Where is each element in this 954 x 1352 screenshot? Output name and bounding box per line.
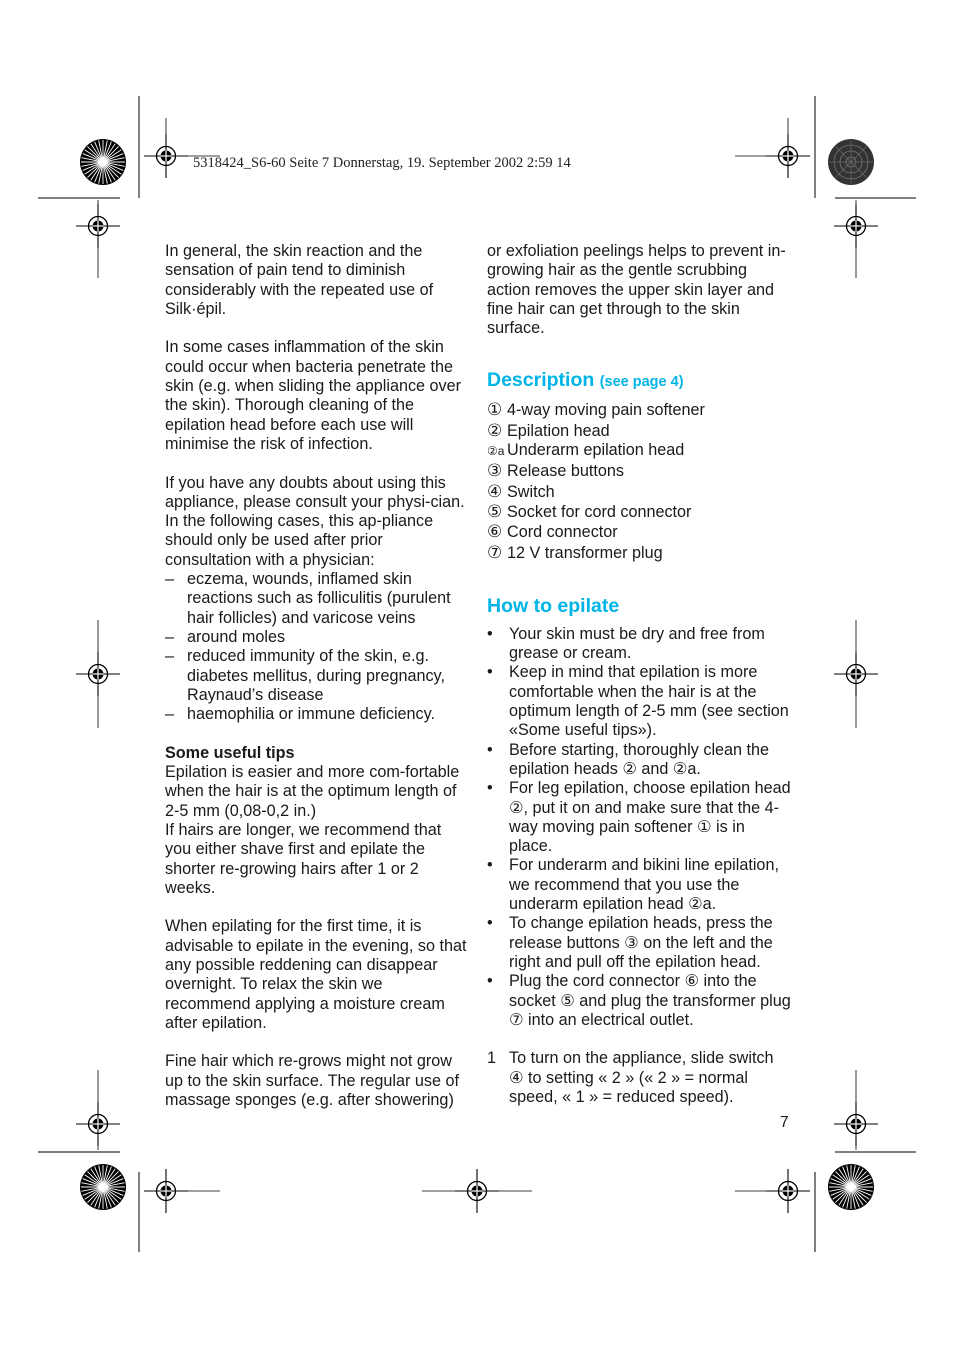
part-item [487, 543, 792, 563]
description-page-ref: (see page 4) [599, 374, 684, 391]
part-number: ⑥ [487, 522, 503, 542]
physician-paragraph: If you have any doubts about using this appliance, please consult your physi-cian. In the following cases, this ap-pliance should only be used after prior consultation with a physician: [165, 473, 465, 569]
description-title: Description [487, 369, 595, 392]
tips-paragraph-1: Epilation is easier and more com-fortable when the hair is at the optimum length of 2-5 mm (0,08-0,2 in.) [165, 763, 460, 820]
step-item [487, 1049, 792, 1107]
dash-marker: – [165, 705, 175, 724]
part-item [487, 522, 792, 542]
list-item-text: To change epilation heads, press the release buttons ③ on the left and the right and pull off the epilation head. [509, 914, 773, 971]
instruction-list [487, 625, 792, 1030]
part-label: Release buttons [507, 462, 624, 481]
bullet-marker: • [487, 856, 493, 875]
list-item-text: reduced immunity of the skin, e.g. diabetes mellitus, during pregnancy, Raynaud’s disease [187, 647, 445, 704]
inflammation-paragraph: In some cases inflammation of the skin could occur when bacteria penetrate the skin (e.g. when sliding the appliance over the skin). Thorough cleaning of the epilation head before each use will minimise the risk of infection. [165, 338, 462, 453]
part-label: Underarm epilation head [507, 441, 685, 460]
list-item-text: Your skin must be dry and free from grease or cream. [509, 624, 765, 663]
part-number: ②a [487, 444, 505, 459]
list-item [165, 570, 470, 628]
parts-list [487, 400, 792, 562]
list-item-text: around moles [187, 627, 286, 646]
list-item [165, 647, 470, 705]
part-item [487, 441, 792, 461]
intro-paragraph: In general, the skin reaction and the sensation of pain tend to diminish considerably with the repeated use of Silk·épil. [165, 242, 434, 318]
list-item-text: eczema, wounds, inflamed skin reactions such as folliculitis (purulent hair follicles) and varicose veins [187, 570, 451, 627]
step-text: To turn on the appliance, slide switch ④ to setting « 2 » (« 2 » = normal speed, « 1 » = reduced speed). [509, 1049, 774, 1106]
list-item-text: haemophilia or immune deficiency. [187, 705, 436, 724]
list-item [165, 628, 470, 647]
dash-marker: – [165, 627, 175, 646]
fine-hair-paragraph: Fine hair which re-grows might not grow up to the skin surface. The regular use of massage sponges (e.g. after showering) [165, 1052, 459, 1110]
list-item [487, 914, 792, 972]
exfoliation-paragraph: or exfoliation peelings helps to prevent in-growing hair as the gentle scrubbing action removes the upper skin layer and fine hair can get through to the skin surface. [487, 242, 786, 338]
bullet-marker: • [487, 914, 493, 933]
dash-marker: – [165, 570, 175, 589]
list-item-text: Keep in mind that epilation is more comfortable when the hair is at the optimum length of 2-5 mm (see section «Some useful tips»). [509, 663, 789, 740]
part-number: ⑦ [487, 542, 503, 562]
part-item [487, 502, 792, 522]
part-number: ② [487, 420, 503, 440]
part-label: 12 V transformer plug [507, 543, 663, 562]
part-item [487, 400, 792, 420]
right-column [487, 242, 792, 1107]
part-label: Epilation head [507, 421, 610, 440]
dash-marker: – [165, 647, 175, 666]
list-item [487, 856, 792, 914]
list-item-text: Before starting, thoroughly clean the epilation heads ② and ②a. [509, 740, 770, 778]
first-time-paragraph: When epilating for the first time, it is advisable to epilate in the evening, so that any possible reddening can disappear overnight. To relax the skin we recommend applying a moisture cream after epilation. [165, 917, 467, 1032]
list-item-text: For leg epilation, choose epilation head ②, put it on and make sure that the 4-way moving pain softener ① is in place. [509, 779, 791, 856]
part-number: ④ [487, 481, 503, 501]
step-number: 1 [487, 1049, 497, 1068]
list-item [487, 741, 792, 780]
how-to-heading: How to epilate [487, 594, 620, 617]
list-item-text: Plug the cord connector ⑥ into the socket ⑤ and plug the transformer plug ⑦ into an electrical outlet. [509, 972, 791, 1029]
list-item [487, 663, 792, 740]
bullet-marker: • [487, 779, 493, 798]
part-label: Socket for cord connector [507, 502, 692, 521]
list-item-text: For underarm and bikini line epilation, we recommend that you use the underarm epilation head ②a. [509, 856, 779, 914]
part-label: 4-way moving pain softener [507, 401, 705, 420]
list-item [487, 625, 792, 664]
part-number: ⑤ [487, 501, 503, 521]
bullet-marker: • [487, 972, 493, 991]
list-item [487, 779, 792, 856]
contraindication-list [165, 570, 470, 724]
part-item [487, 482, 792, 502]
tips-paragraph-2: If hairs are longer, we recommend that you either shave first and epilate the shorter re-growing hairs after 1 or 2 weeks. [165, 820, 442, 897]
list-item [487, 972, 792, 1030]
steps-list [487, 1049, 792, 1107]
part-item [487, 461, 792, 481]
tips-heading: Some useful tips [165, 743, 295, 762]
bullet-marker: • [487, 740, 493, 759]
part-number: ① [487, 400, 503, 420]
part-number: ③ [487, 461, 503, 481]
bullet-marker: • [487, 663, 493, 682]
print-header: 5318424_S6-60 Seite 7 Donnerstag, 19. September 2002 2:59 14 [193, 155, 571, 171]
description-heading [487, 368, 792, 394]
part-item [487, 421, 792, 441]
page-number: 7 [780, 1114, 789, 1131]
list-item [165, 705, 470, 724]
bullet-marker: • [487, 624, 493, 643]
left-column [165, 242, 470, 1110]
part-label: Cord connector [507, 523, 618, 542]
part-label: Switch [507, 482, 555, 501]
